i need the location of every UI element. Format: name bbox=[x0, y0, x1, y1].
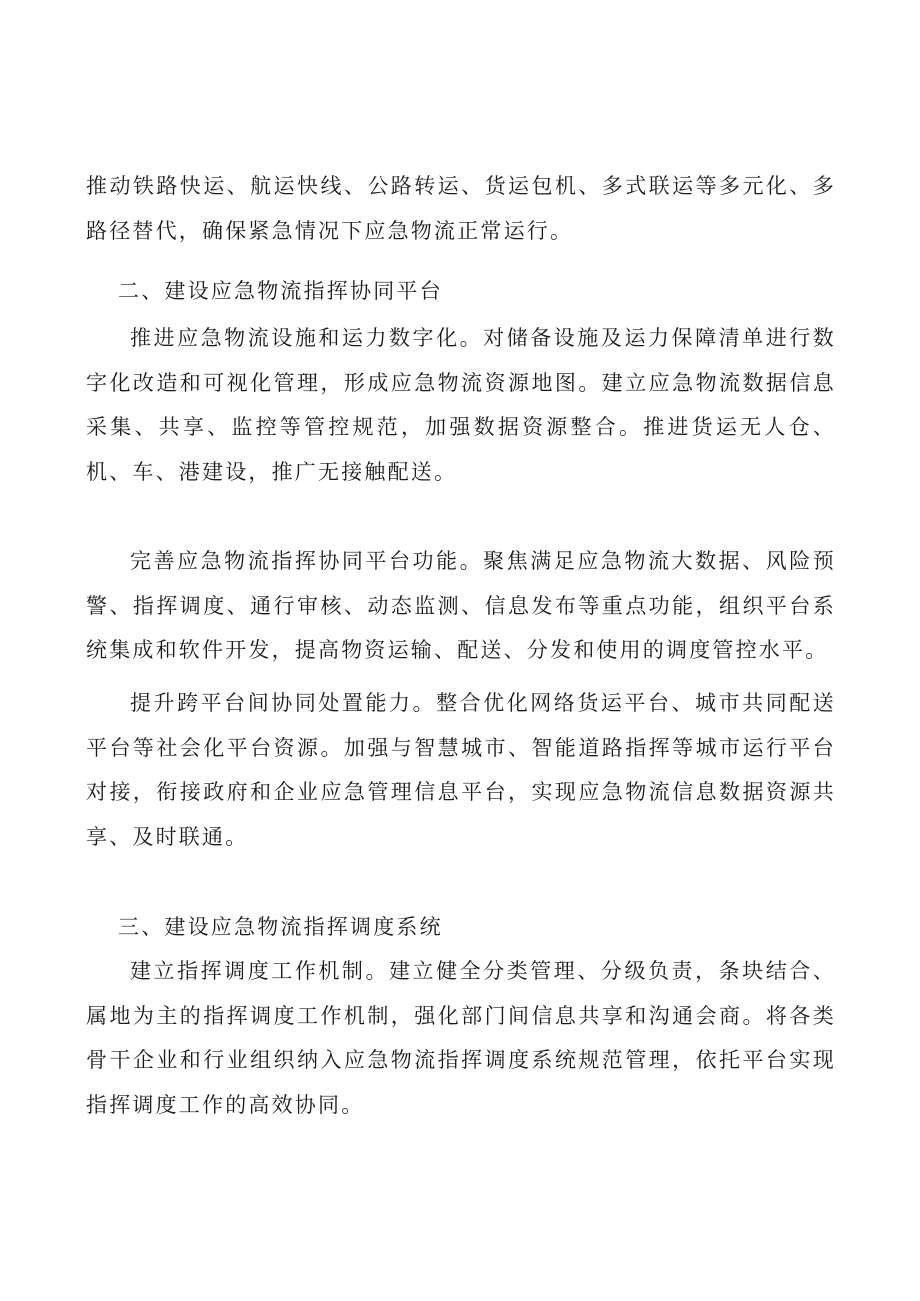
paragraph-cross-platform: 提升跨平台间协同处置能力。整合优化网络货运平台、城市共同配送平台等社会化平台资源。加强与智慧城市、智能道路指挥等城市运行平台对接，衔接政府和企业应急管理信息平台，实现应急物流信息数据资源共享、及时联通。 bbox=[86, 691, 836, 849]
paragraph-digitalization: 推进应急物流设施和运力数字化。对储备设施及运力保障清单进行数字化改造和可视化管理，形成应急物流资源地图。建立应急物流数据信息采集、共享、监控等管控规范，加强数据资源整合。推进货运无人仓、机、车、港建设，推广无接触配送。 bbox=[86, 326, 836, 484]
section-heading-dispatch: 三、建设应急物流指挥调度系统 bbox=[118, 915, 443, 939]
paragraph-platform-functions: 完善应急物流指挥协同平台功能。聚焦满足应急物流大数据、风险预警、指挥调度、通行审核、动态监测、信息发布等重点功能，组织平台系统集成和软件开发，提高物资运输、配送、分发和使用的调度管控水平。 bbox=[86, 549, 836, 662]
section-heading-platform: 二、建设应急物流指挥协同平台 bbox=[118, 279, 443, 303]
paragraph-continuation: 推动铁路快运、航运快线、公路转运、货运包机、多式联运等多元化、多路径替代，确保紧急情况下应急物流正常运行。 bbox=[86, 174, 836, 243]
paragraph-dispatch-mechanism: 建立指挥调度工作机制。建立健全分类管理、分级负责，条块结合、属地为主的指挥调度工作机制，强化部门间信息共享和沟通会商。将各类骨干企业和行业组织纳入应急物流指挥调度系统规范管理，依托平台实现指挥调度工作的高效协同。 bbox=[86, 959, 836, 1117]
